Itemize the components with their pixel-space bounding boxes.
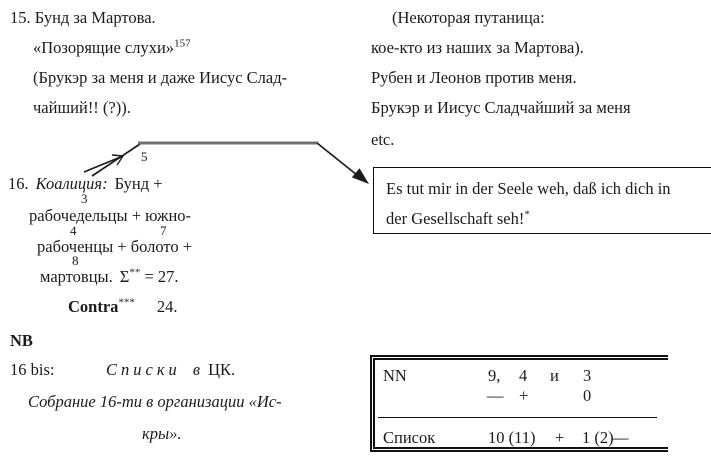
table-r3-v1: 10 (11)	[488, 428, 536, 447]
count-rabochentsy: 4	[70, 223, 77, 238]
table-r2-dash: —	[487, 386, 504, 405]
table-r1-nn: NN	[383, 366, 407, 385]
table-separator-rule	[378, 417, 657, 418]
table-r3-dash: —	[612, 428, 629, 447]
german-line1: Es tut mir in der Seele weh, daß ich dich in	[386, 179, 671, 198]
count-boloto: 7	[160, 223, 167, 238]
german-line2-text: der Gesellschaft seh!	[386, 209, 525, 228]
item16-line3: рабоченцы + болото +	[37, 237, 193, 256]
confusion-line5: etc.	[371, 130, 395, 149]
vote-lists-table	[370, 355, 668, 452]
count-rabochedeltsy: 3	[81, 191, 88, 206]
table-r1-v1: 9,	[488, 366, 501, 385]
german-quote-box	[373, 167, 711, 234]
bis-text	[106, 360, 235, 379]
item15-line3: (Брукэр за меня и даже Иисус Слад-	[33, 68, 288, 87]
table-r3-v2: 1 (2)	[582, 428, 614, 447]
sobranie-line2: кры».	[142, 424, 182, 443]
item16-bund: Бунд +	[114, 174, 163, 193]
bis-number: 16 bis:	[10, 360, 55, 379]
german-footnote-ref: *	[524, 208, 530, 221]
count-martovtsy: 8	[72, 253, 79, 268]
table-r1-v3: 3	[583, 366, 592, 385]
item16-line1	[8, 174, 163, 193]
sigma-total: = 27.	[144, 267, 179, 286]
sigma-footnote-ref: **	[129, 266, 141, 279]
item16-number: 16.	[8, 174, 29, 193]
contra-total: 24.	[156, 297, 178, 316]
confusion-line1: (Некоторая путаница:	[392, 8, 545, 27]
german-line2	[386, 204, 711, 234]
item15-line4: чайший!! (?)).	[33, 98, 131, 117]
table-r1-v2: 4	[519, 366, 528, 385]
item15-line1: 15. Бунд за Мартова.	[10, 8, 156, 27]
contra-footnote-ref: ***	[118, 296, 135, 309]
table-r2-plus: +	[519, 386, 529, 405]
footnote-ref-157: 157	[174, 37, 191, 50]
table-r3-plus: +	[555, 428, 565, 447]
sigma-symbol: Σ	[119, 267, 130, 286]
confusion-line4: Брукэр и Иисус Сладчайший за меня	[371, 98, 631, 117]
sobranie-line1: Собрание 16-ти в организации «Ис-	[28, 392, 282, 411]
bis-ck: ЦК.	[208, 360, 236, 379]
confusion-line2: кое-кто из наших за Мартова).	[371, 38, 584, 57]
contra-line	[68, 297, 178, 316]
nb-mark: NB	[10, 331, 33, 350]
confusion-line3: Рубен и Леонов против меня.	[371, 68, 577, 87]
item16-label: Коалиция:	[35, 174, 108, 193]
table-r1-and: и	[550, 366, 559, 385]
table-r3-label: Список	[383, 428, 436, 447]
item15-quote: «Позорящие слухи»	[33, 38, 175, 57]
item16-martovtsy: мартовцы.	[40, 267, 113, 286]
item16-line2: рабочедельцы + южно-	[29, 206, 192, 225]
count-bund: 5	[141, 149, 148, 164]
item16-line4	[40, 267, 179, 286]
table-r2-zero: 0	[583, 386, 592, 405]
item15-line2	[33, 38, 191, 57]
contra-word: Contra	[68, 297, 119, 316]
bis-spiski: Списки в	[106, 360, 205, 379]
